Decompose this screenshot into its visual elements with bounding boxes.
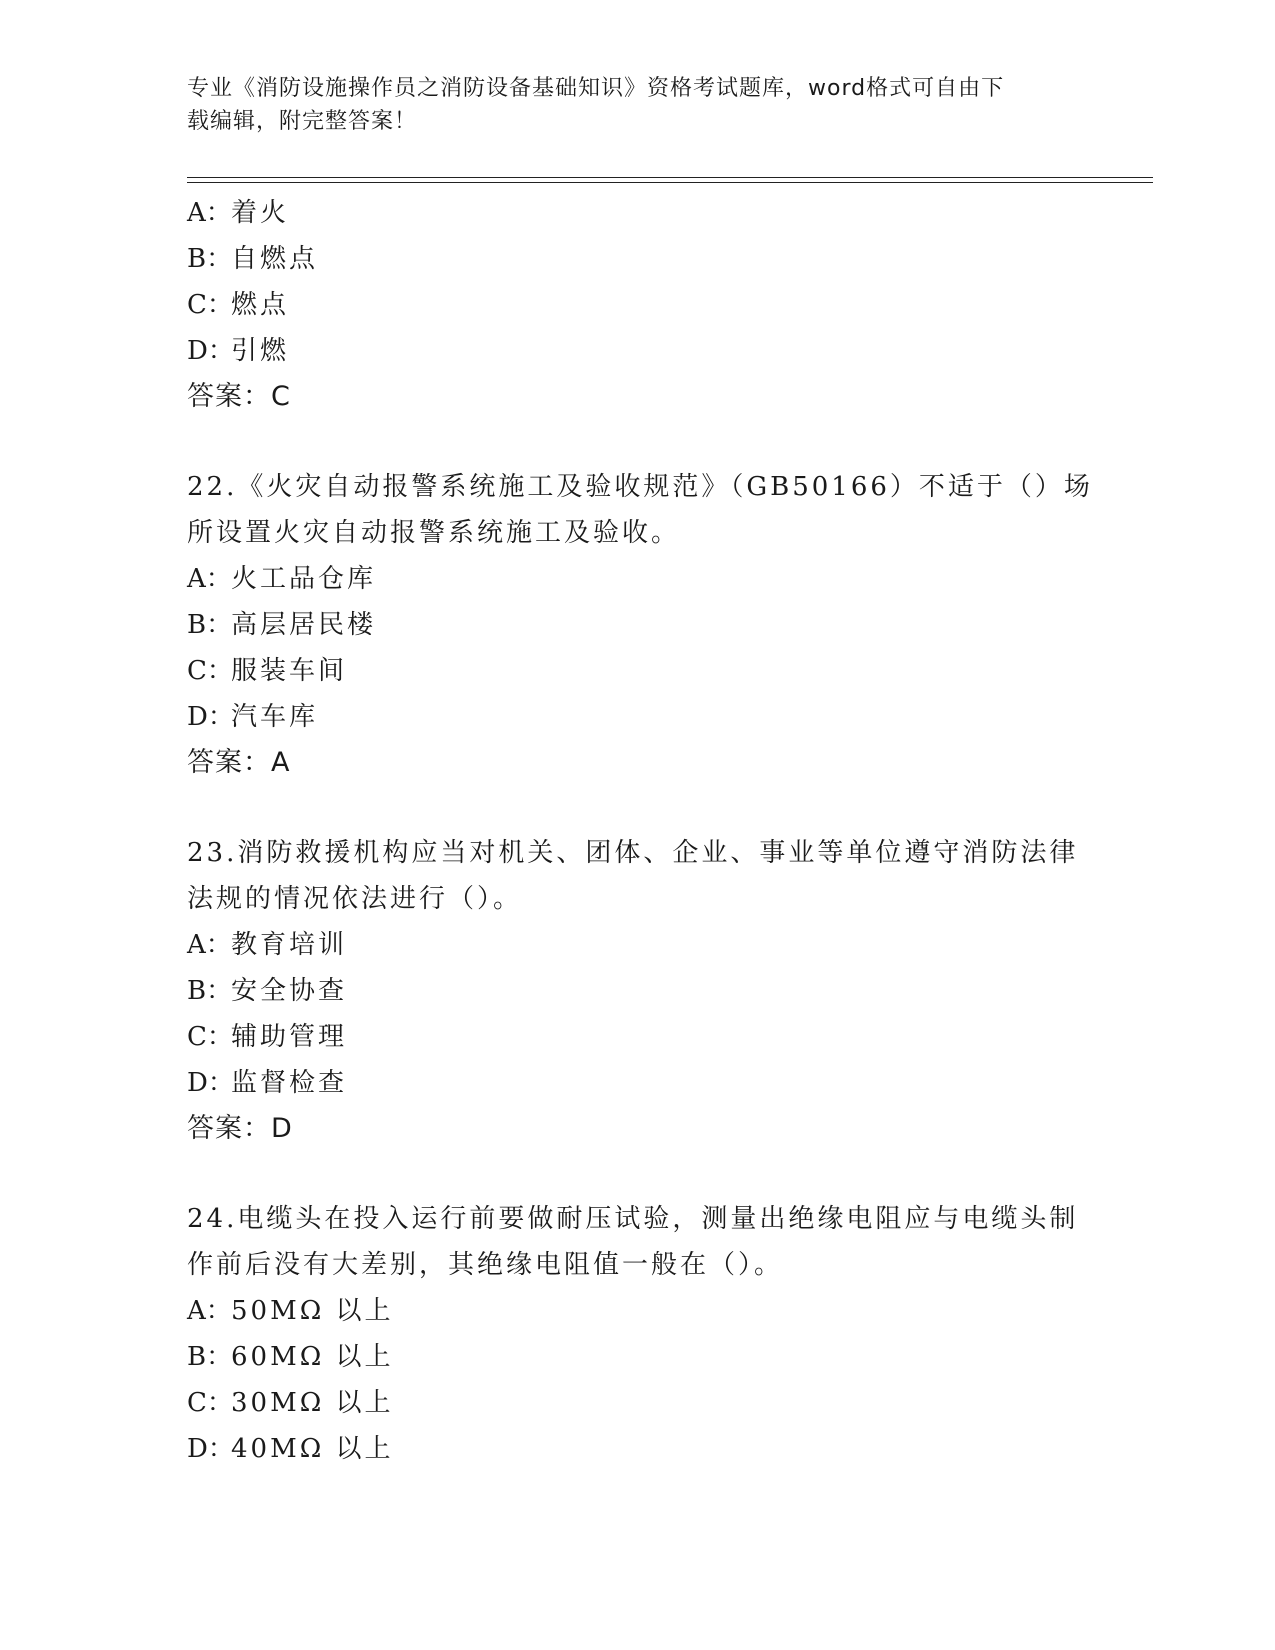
option-letter: B： bbox=[187, 976, 233, 1006]
option-c bbox=[187, 648, 1087, 694]
option-b bbox=[187, 1334, 1087, 1380]
option-text: 着火 bbox=[231, 198, 290, 228]
option-c bbox=[187, 282, 1087, 328]
spacer bbox=[187, 1152, 1087, 1196]
option-text: 自燃点 bbox=[231, 244, 319, 274]
option-letter: C： bbox=[187, 1388, 233, 1418]
option-letter: A： bbox=[187, 930, 232, 960]
option-letter: C： bbox=[187, 656, 233, 686]
question-text-line-1: 22.《火灾自动报警系统施工及验收规范》（GB50166）不适于（）场 bbox=[187, 472, 1093, 502]
answer-line: 答案：A bbox=[187, 747, 291, 778]
option-letter: C： bbox=[187, 290, 233, 320]
option-text: 50MΩ 以上 bbox=[231, 1296, 394, 1326]
question-21 bbox=[187, 190, 1087, 420]
option-a bbox=[187, 556, 1087, 602]
option-letter: B： bbox=[187, 1342, 233, 1372]
question-list bbox=[187, 190, 1093, 1472]
document-header bbox=[187, 72, 1067, 138]
question-text-line-1: 24.电缆头在投入运行前要做耐压试验，测量出绝缘电阻应与电缆头制 bbox=[187, 1204, 1079, 1234]
question-text-line-1: 23.消防救援机构应当对机关、团体、企业、事业等单位遵守消防法律 bbox=[187, 838, 1079, 868]
option-a bbox=[187, 1288, 1087, 1334]
option-letter: C： bbox=[187, 1022, 233, 1052]
spacer bbox=[187, 786, 1087, 830]
header-line-2: 载编辑，附完整答案！ bbox=[187, 109, 418, 134]
option-text: 高层居民楼 bbox=[231, 610, 377, 640]
option-d bbox=[187, 1426, 1087, 1472]
question-22 bbox=[187, 464, 1093, 786]
option-letter: D： bbox=[187, 1068, 234, 1098]
answer-line: 答案：D bbox=[187, 1113, 293, 1144]
question-text-line-2: 所设置火灾自动报警系统施工及验收。 bbox=[187, 518, 681, 548]
option-letter: D： bbox=[187, 336, 234, 366]
option-a bbox=[187, 190, 1087, 236]
answer-line: 答案：C bbox=[187, 381, 291, 412]
option-d bbox=[187, 1060, 1087, 1106]
option-letter: D： bbox=[187, 702, 234, 732]
option-b bbox=[187, 236, 1087, 282]
option-text: 30MΩ 以上 bbox=[231, 1388, 394, 1418]
option-a bbox=[187, 922, 1087, 968]
option-text: 引燃 bbox=[231, 336, 290, 366]
option-text: 辅助管理 bbox=[231, 1022, 348, 1052]
option-d bbox=[187, 694, 1087, 740]
option-c bbox=[187, 1014, 1087, 1060]
question-24 bbox=[187, 1196, 1087, 1472]
option-b bbox=[187, 602, 1087, 648]
option-c bbox=[187, 1380, 1087, 1426]
option-text: 汽车库 bbox=[231, 702, 319, 732]
option-letter: A： bbox=[187, 564, 232, 594]
option-text: 燃点 bbox=[231, 290, 290, 320]
header-line-1: 专业《消防设施操作员之消防设备基础知识》资格考试题库，word格式可自由下 bbox=[187, 76, 1005, 101]
option-text: 监督检查 bbox=[231, 1068, 348, 1098]
question-23 bbox=[187, 830, 1087, 1152]
option-text: 教育培训 bbox=[231, 930, 348, 960]
question-text-line-2: 作前后没有大差别，其绝缘电阻值一般在（）。 bbox=[187, 1250, 784, 1280]
option-text: 服装车间 bbox=[231, 656, 348, 686]
option-text: 安全协查 bbox=[231, 976, 348, 1006]
option-letter: B： bbox=[187, 610, 233, 640]
option-letter: A： bbox=[187, 198, 232, 228]
header-rule-bottom bbox=[187, 182, 1153, 183]
spacer bbox=[187, 420, 1087, 464]
option-b bbox=[187, 968, 1087, 1014]
option-d bbox=[187, 328, 1087, 374]
option-letter: B： bbox=[187, 244, 233, 274]
option-letter: A： bbox=[187, 1296, 232, 1326]
option-text: 60MΩ 以上 bbox=[231, 1342, 394, 1372]
option-text: 40MΩ 以上 bbox=[231, 1434, 394, 1464]
option-letter: D： bbox=[187, 1434, 234, 1464]
option-text: 火工品仓库 bbox=[231, 564, 377, 594]
question-text-line-2: 法规的情况依法进行（）。 bbox=[187, 884, 523, 914]
header-rule-top bbox=[187, 177, 1153, 178]
